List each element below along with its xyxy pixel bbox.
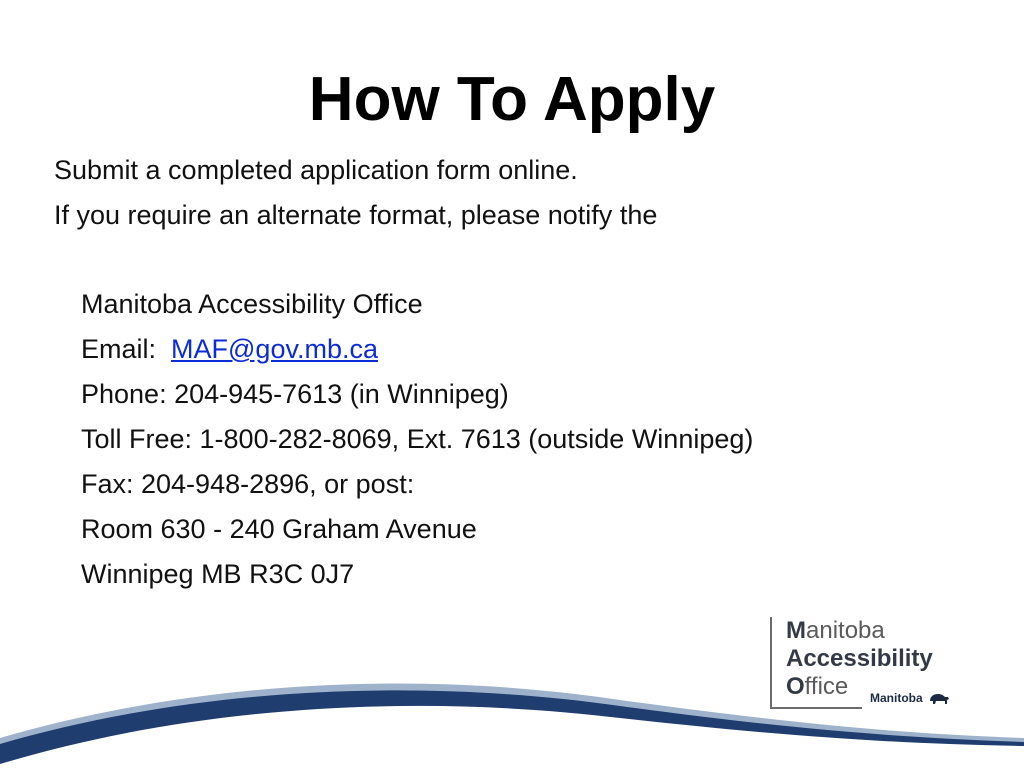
intro-line-alternate-format: If you require an alternate format, please notify the bbox=[54, 200, 658, 230]
contact-block bbox=[81, 282, 753, 597]
intro-line-submit: Submit a completed application form online. bbox=[54, 155, 578, 185]
logo-line-office: Office bbox=[786, 673, 849, 700]
swoosh-dark-band bbox=[0, 690, 1024, 764]
page-title: How To Apply bbox=[308, 65, 716, 134]
email-line bbox=[81, 327, 753, 372]
logo-line-accessibility: Accessibility bbox=[786, 645, 933, 672]
toll-free-line: Toll Free: 1-800-282-8069, Ext. 7613 (outside Winnipeg) bbox=[81, 424, 754, 454]
office-name: Manitoba Accessibility Office bbox=[81, 289, 423, 319]
email-link[interactable]: MAF@gov.mb.ca bbox=[171, 334, 378, 364]
address-line-city: Winnipeg MB R3C 0J7 bbox=[81, 559, 355, 589]
address-line-street: Room 630 - 240 Graham Avenue bbox=[81, 514, 477, 544]
logo-line-manitoba: Manitoba bbox=[786, 617, 885, 644]
intro-text bbox=[54, 148, 657, 238]
fax-line: Fax: 204-948-2896, or post: bbox=[81, 469, 415, 499]
phone-line: Phone: 204-945-7613 (in Winnipeg) bbox=[81, 379, 509, 409]
gov-wordmark: Manitoba bbox=[870, 691, 923, 705]
decorative-swoosh bbox=[0, 660, 1024, 768]
email-label: Email: bbox=[81, 334, 157, 364]
